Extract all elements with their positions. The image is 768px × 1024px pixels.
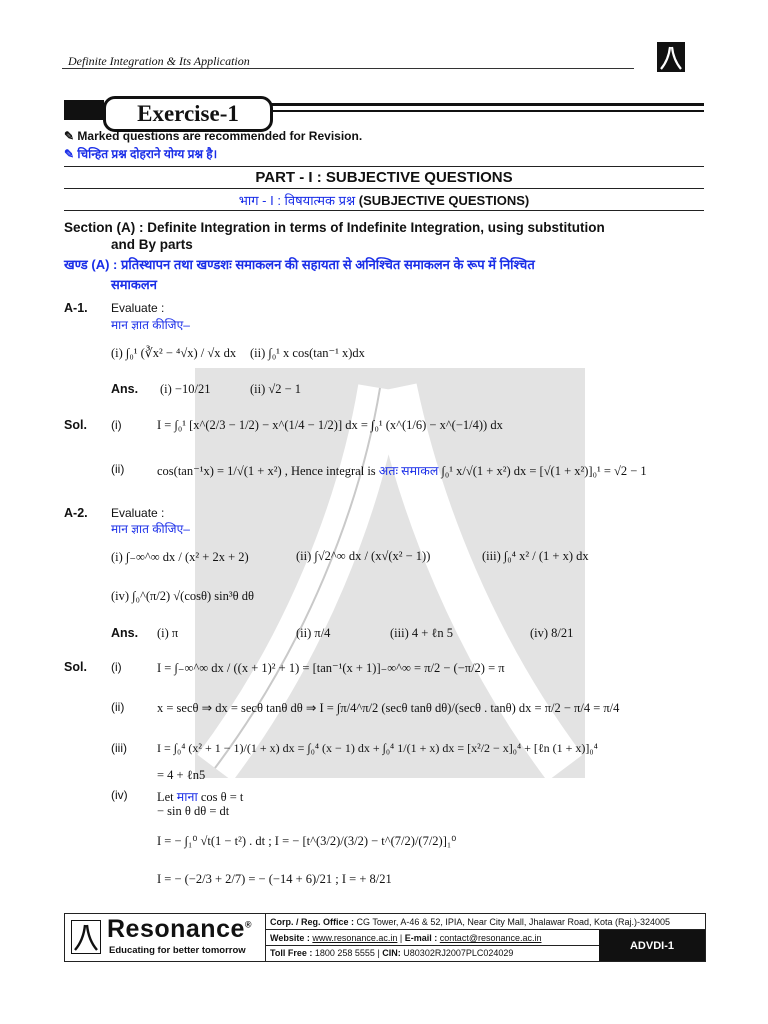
section-title: Section (A) : Definite Integration in terms of Indefinite Integration, using substitution [64,220,605,235]
part-rule-bottom [64,210,704,211]
brand-name: Resonance® [107,915,253,943]
evaluate-label-hindi: मान ज्ञात कीजिए– [111,522,190,536]
answer-iv: (iv) 8/21 [530,626,574,640]
answer-label: Ans. [111,626,139,640]
question-number: A-2. [64,506,88,520]
solution-iii: I = ∫₀⁴ (x² + 1 − 1)/(1 + x) dx = ∫₀⁴ (x − 1) dx + ∫₀⁴ 1/(1 + x) dx = [x²/2 − x]₀⁴ + [ℓn (1 + x)]₀⁴ [157,741,598,755]
brand-tagline: Educating for better tomorrow [109,945,246,956]
tollfree-row: Toll Free : 1800 258 5555 | CIN: U80302RJ2007PLC024029 [270,948,514,958]
question-part-ii: (ii) ∫₀¹ x cos(tan⁻¹ x)dx [250,346,365,360]
question-part-i: (i) ∫₋∞^∞ dx / (x² + 2x + 2) [111,550,249,564]
part-title-hindi: भाग - I : विषयात्मक प्रश्न (SUBJECTIVE QUESTIONS) [238,193,530,208]
chapter-title: Definite Integration & Its Application [68,54,250,68]
corp-office: Corp. / Reg. Office : CG Tower, A-46 & 52, IPIA, Near City Mall, Jhalawar Road, Kota (Raj.)-324005 [270,917,671,927]
question-part-iii: (iii) ∫₀⁴ x² / (1 + x) dx [482,549,589,563]
section-title-line2: and By parts [111,237,193,252]
answer-i: (i) π [157,626,179,640]
solution-iv-integral: I = − ∫₁⁰ √t(1 − t²) . dt ; I = − [t^(3/2)/(3/2) − t^(7/2)/(7/2)]₁⁰ [157,834,457,848]
solution-ii: x = secθ ⇒ dx = secθ tanθ dθ ⇒ I = ∫π/4^π/2 (secθ tanθ dθ)/(secθ . tanθ) dx = π/2 − π/4 = π/4 [157,701,620,715]
solution-ii: cos(tan⁻¹x) = 1/√(1 + x²) , Hence integral is अतः समाकल ∫₀¹ x/√(1 + x²) dx = [√(1 + x²)]₀¹ = √2 − 1 [157,464,647,478]
exercise-title: Exercise-1 [103,96,273,132]
solution-i: I = ∫₋∞^∞ dx / ((x + 1)² + 1) = [tan⁻¹(x + 1)]₋∞^∞ = π/2 − (−π/2) = π [157,661,505,675]
solution-iii-result: = 4 + ℓn5 [157,768,206,782]
resonance-logo-icon [71,920,101,954]
part-title: PART - I : SUBJECTIVE QUESTIONS [255,169,513,186]
question-part-iv: (iv) ∫₀^(π/2) √(cosθ) sin³θ dθ [111,589,254,603]
solution-part-tag: (iii) [111,741,127,755]
evaluate-label-hindi: मान ज्ञात कीजिए– [111,318,190,332]
website-link[interactable]: www.resonance.ac.in [312,933,398,943]
email-link[interactable]: contact@resonance.ac.in [439,933,542,943]
part-rule-top [64,166,704,167]
page-footer [64,913,706,962]
answer-i: (i) −10/21 [160,382,211,396]
solution-iv-substitution: Let माना cos θ = t [157,790,244,804]
solution-part-tag: (i) [111,418,122,432]
answer-label: Ans. [111,382,139,396]
section-title-hindi: खण्ड (A) : प्रतिस्थापन तथा खण्डशः समाकलन की सहायता से अनिश्चित समाकलन के रूप में निश्चित [64,257,535,272]
solution-label: Sol. [64,418,87,432]
solution-part-tag: (i) [111,660,122,674]
evaluate-label: Evaluate : [111,506,165,520]
solution-label: Sol. [64,660,87,674]
revision-note: ✎ Marked questions are recommended for Revision. [64,129,363,143]
question-part-ii: (ii) ∫√2^∞ dx / (x√(x² − 1)) [296,549,431,563]
footer-logo [65,914,266,961]
pen-icon: ✎ [64,147,75,161]
banner-block [64,100,104,120]
page-code: ADVDI-1 [599,930,705,961]
question-number: A-1. [64,301,88,315]
header-rule [62,68,634,69]
solution-part-tag: (ii) [111,462,125,476]
section-title-hindi-line2: समाकलन [111,277,157,292]
revision-note-hindi: ✎ चिन्हित प्रश्न दोहराने योग्य प्रश्न है। [64,147,218,161]
solution-i: I = ∫₀¹ [x^(2/3 − 1/2) − x^(1/4 − 1/2)] dx = ∫₀¹ (x^(1/6) − x^(−1/4)) dx [157,418,503,432]
question-part-i: (i) ∫₀¹ (∛x² − ⁴√x) / √x dx [111,346,237,360]
footer-divider [265,945,599,946]
solution-part-tag: (iv) [111,788,128,802]
answer-ii: (ii) π/4 [296,626,331,640]
resonance-logo-icon [657,42,685,72]
contact-row: Website : www.resonance.ac.in | E-mail : contact@resonance.ac.in [270,933,542,943]
part-rule-mid [64,188,704,189]
answer-iii: (iii) 4 + ℓn 5 [390,626,454,640]
evaluate-label: Evaluate : [111,301,165,315]
answer-ii: (ii) √2 − 1 [250,382,302,396]
solution-part-tag: (ii) [111,700,125,714]
solution-iv-result: I = − (−2/3 + 2/7) = − (−14 + 6)/21 ; I = + 8/21 [157,872,392,886]
pen-icon: ✎ [64,129,75,143]
solution-iv-differential: − sin θ dθ = dt [157,804,230,818]
